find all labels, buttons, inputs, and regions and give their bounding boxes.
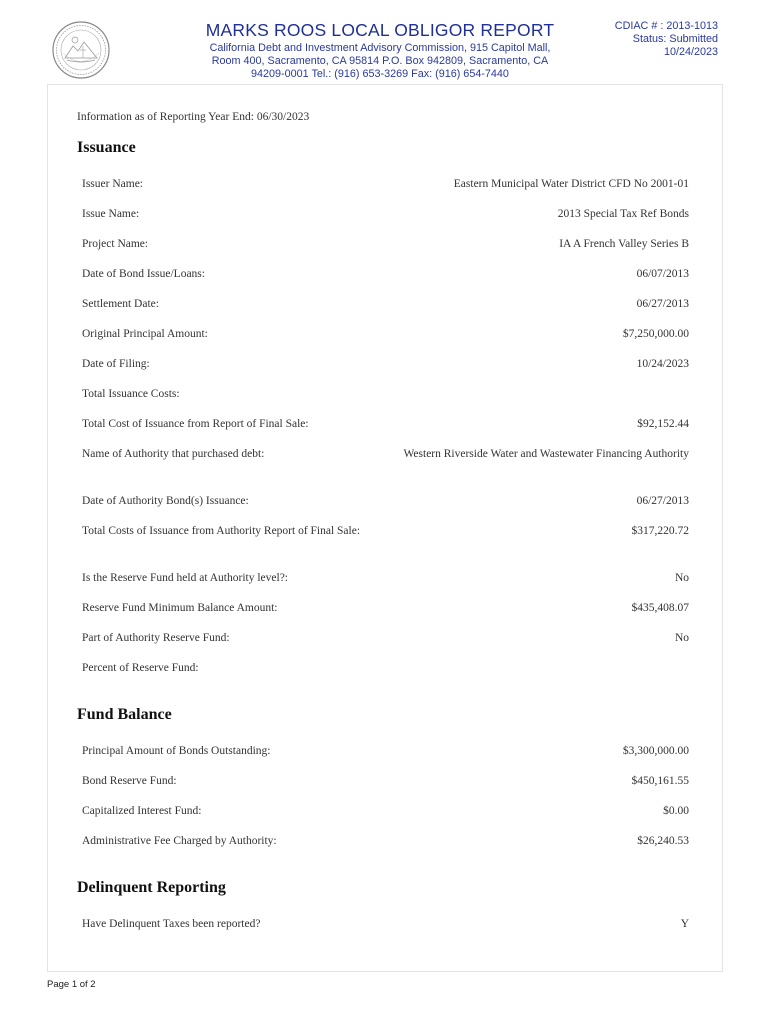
report-title: MARKS ROOS LOCAL OBLIGOR REPORT bbox=[205, 20, 555, 40]
field-label: Bond Reserve Fund: bbox=[82, 775, 177, 787]
section-title-delinquent-reporting: Delinquent Reporting bbox=[77, 879, 226, 896]
field-label: Date of Filing: bbox=[82, 358, 150, 370]
field-value: Y bbox=[680, 918, 689, 930]
field-value: 06/07/2013 bbox=[636, 268, 689, 280]
field-value: No bbox=[674, 632, 689, 644]
field-value: $0.00 bbox=[663, 805, 689, 817]
field-label: Is the Reserve Fund held at Authority level?: bbox=[82, 572, 288, 584]
field-value: 10/24/2023 bbox=[636, 358, 689, 370]
field-value: Western Riverside Water and Wastewater Financing Authority bbox=[403, 448, 689, 460]
field-label: Total Costs of Issuance from Authority Report of Final Sale: bbox=[82, 525, 361, 537]
section-title-fund-balance: Fund Balance bbox=[77, 706, 172, 723]
field-label: Project Name: bbox=[82, 238, 149, 250]
commission-address bbox=[190, 42, 570, 81]
field-value: 06/27/2013 bbox=[636, 495, 689, 507]
field-value: Eastern Municipal Water District CFD No 2001-01 bbox=[453, 178, 689, 190]
page-number: Page 1 of 2 bbox=[47, 979, 96, 990]
field-label: Settlement Date: bbox=[82, 298, 159, 310]
field-value: $317,220.72 bbox=[631, 525, 689, 537]
field-value: 2013 Special Tax Ref Bonds bbox=[557, 208, 689, 220]
field-label: Principal Amount of Bonds Outstanding: bbox=[82, 745, 271, 757]
cdiac-number: CDIAC # : 2013-1013 bbox=[614, 20, 718, 32]
field-label: Administrative Fee Charged by Authority: bbox=[82, 835, 277, 847]
address-line-2: Room 400, Sacramento, CA 95814 P.O. Box 942809, Sacramento, CA bbox=[211, 55, 549, 67]
field-label: Date of Authority Bond(s) Issuance: bbox=[82, 495, 249, 507]
field-value: IA A French Valley Series B bbox=[559, 238, 689, 250]
field-value: $450,161.55 bbox=[631, 775, 689, 787]
field-label: Reserve Fund Minimum Balance Amount: bbox=[82, 602, 278, 614]
status-text: Status: Submitted bbox=[632, 33, 718, 45]
field-label: Total Cost of Issuance from Report of Final Sale: bbox=[82, 418, 309, 430]
field-value: 06/27/2013 bbox=[636, 298, 689, 310]
field-label: Date of Bond Issue/Loans: bbox=[82, 268, 205, 280]
field-label: Original Principal Amount: bbox=[82, 328, 208, 340]
field-value: $92,152.44 bbox=[637, 418, 689, 430]
field-value: $26,240.53 bbox=[637, 835, 689, 847]
submitted-date: 10/24/2023 bbox=[663, 46, 718, 58]
reporting-year-info: Information as of Reporting Year End: 06/30/2023 bbox=[77, 111, 310, 123]
report-meta bbox=[615, 20, 718, 59]
field-label: Part of Authority Reserve Fund: bbox=[82, 632, 230, 644]
section-title-issuance: Issuance bbox=[77, 139, 136, 156]
address-line-1: California Debt and Investment Advisory Commission, 915 Capitol Mall, bbox=[209, 42, 551, 54]
field-label: Percent of Reserve Fund: bbox=[82, 662, 199, 674]
field-label: Total Issuance Costs: bbox=[82, 388, 180, 400]
field-label: Have Delinquent Taxes been reported? bbox=[82, 918, 261, 930]
field-value: $7,250,000.00 bbox=[622, 328, 689, 340]
california-seal-icon bbox=[51, 20, 111, 80]
field-label: Issuer Name: bbox=[82, 178, 143, 190]
address-line-3: 94209-0001 Tel.: (916) 653-3269 Fax: (916) 654-7440 bbox=[251, 68, 509, 80]
field-value: No bbox=[674, 572, 689, 584]
field-label: Name of Authority that purchased debt: bbox=[82, 448, 265, 460]
field-value: $435,408.07 bbox=[631, 602, 689, 614]
field-label: Issue Name: bbox=[82, 208, 140, 220]
field-label: Capitalized Interest Fund: bbox=[82, 805, 202, 817]
report-header bbox=[190, 20, 570, 81]
field-value: $3,300,000.00 bbox=[622, 745, 689, 757]
